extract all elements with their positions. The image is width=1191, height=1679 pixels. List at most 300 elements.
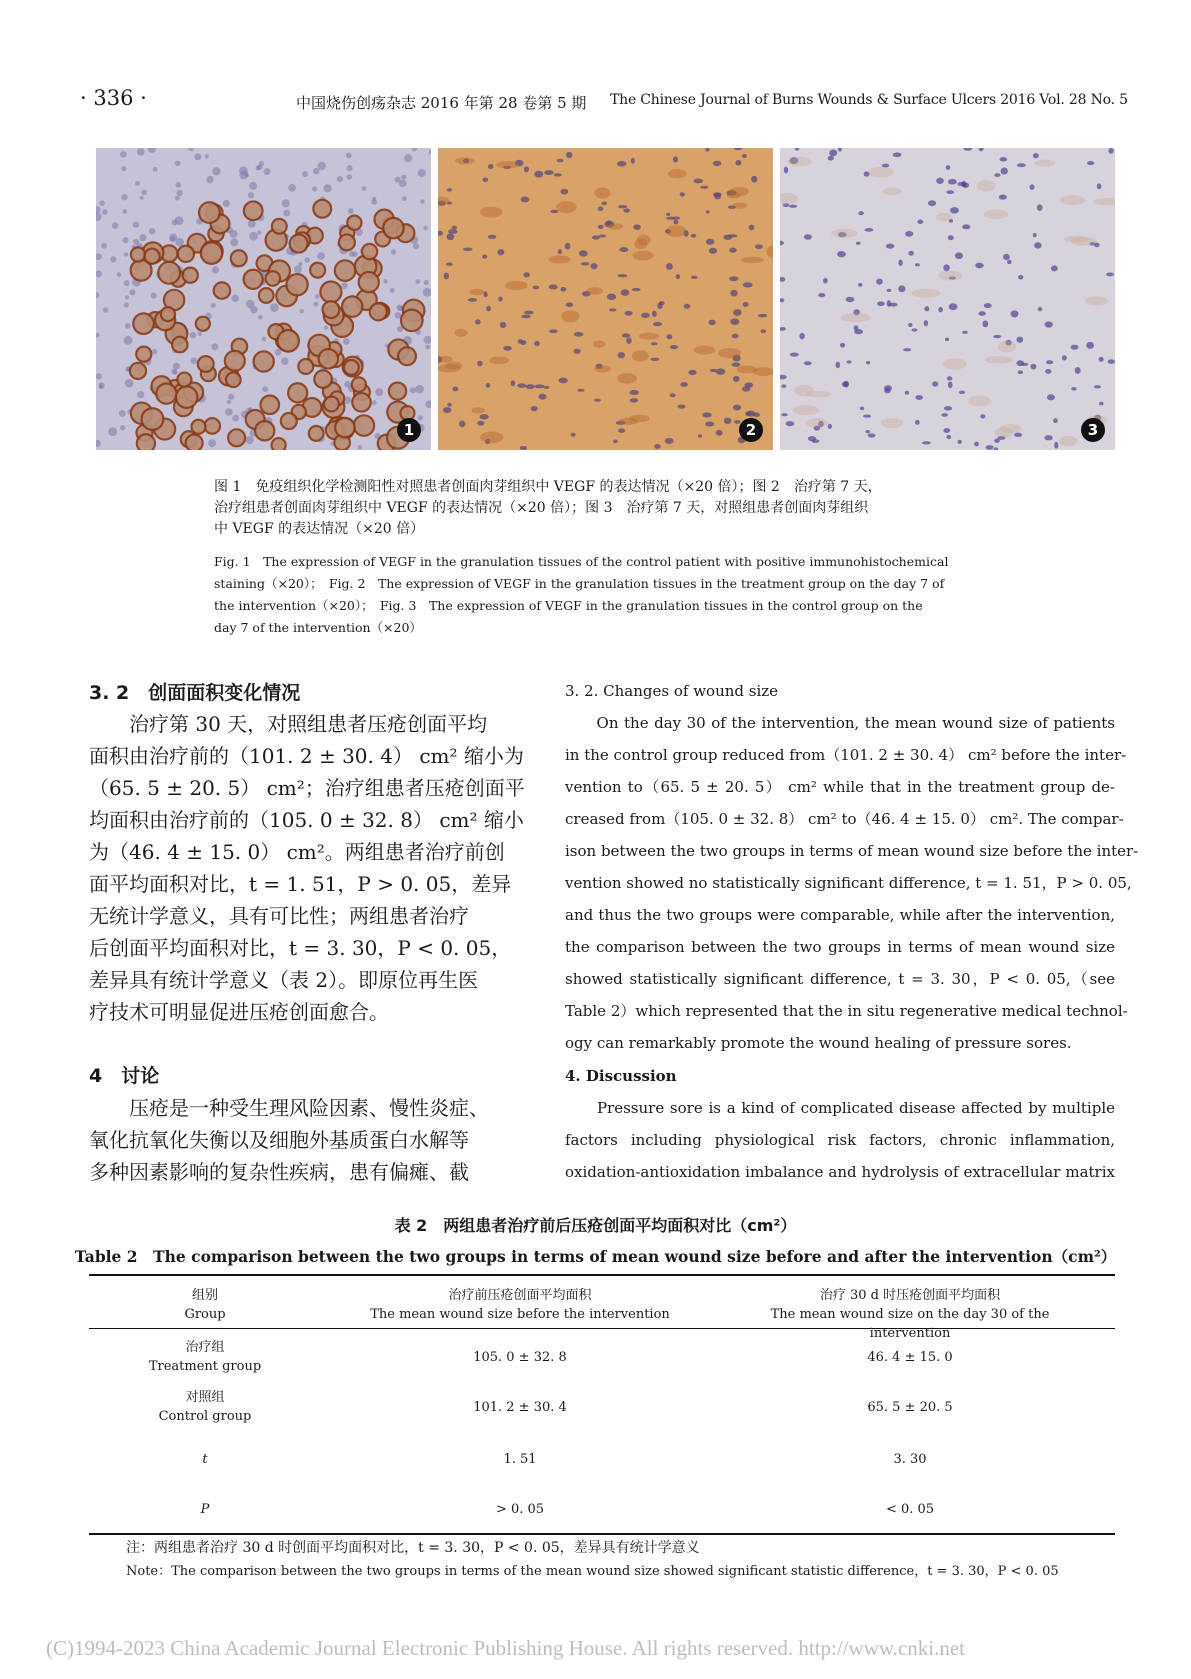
micrograph-texture: [496, 161, 519, 168]
micrograph-texture: [550, 210, 558, 214]
micrograph-texture: [205, 154, 209, 158]
micrograph-texture: [672, 217, 681, 220]
micrograph-texture: [1033, 233, 1037, 237]
micrograph-texture: [199, 202, 220, 223]
micrograph-texture: [488, 164, 493, 169]
micrograph-texture: [993, 447, 998, 450]
micrograph-texture: [257, 230, 261, 234]
table-header-before: [370, 1286, 670, 1324]
micrograph-texture: [188, 148, 194, 151]
micrograph-texture: [300, 309, 304, 313]
micrograph-texture: [729, 276, 738, 281]
micrograph-texture: [854, 325, 859, 330]
micrograph-texture: [349, 251, 354, 256]
micrograph-texture: [618, 428, 625, 433]
micrograph-texture: [399, 180, 407, 188]
micrograph-texture: [948, 382, 953, 389]
micrograph-texture: [342, 296, 362, 316]
micrograph-texture: [290, 235, 308, 253]
micrograph-texture: [975, 263, 984, 269]
micrograph-texture: [486, 306, 491, 312]
micrograph-texture: [654, 444, 660, 449]
micrograph-texture: [723, 235, 732, 240]
micrograph-texture: [1017, 163, 1026, 167]
micrograph-texture: [477, 361, 482, 367]
micrograph-texture: [1003, 254, 1010, 260]
micrograph-texture: [423, 288, 431, 297]
micrograph-texture: [359, 272, 379, 292]
micrograph-texture: [362, 244, 377, 259]
micrograph-texture: [882, 164, 889, 168]
micrograph-texture: [650, 358, 659, 361]
table-header-cn: 治疗 30 d 时压疮创面平均面积: [819, 1288, 1001, 1303]
micrograph-texture: [231, 250, 247, 266]
micrograph-texture: [666, 263, 673, 270]
micrograph-texture: [415, 385, 424, 394]
micrograph-texture: [781, 413, 787, 416]
micrograph-texture: [497, 249, 504, 255]
micrograph-texture: [1016, 360, 1024, 366]
micrograph-texture: [298, 262, 302, 266]
micrograph-texture: [444, 273, 450, 280]
figure-2-micrograph: [438, 148, 773, 450]
micrograph-texture: [558, 249, 562, 254]
table-cell-group-cn: 治疗组: [185, 1340, 225, 1355]
micrograph-texture: [534, 171, 543, 178]
micrograph-texture: [463, 248, 473, 252]
micrograph-texture: [304, 257, 309, 262]
micrograph-texture: [1045, 321, 1053, 327]
micrograph-texture: [950, 207, 959, 213]
micrograph-texture: [263, 168, 270, 175]
micrograph-texture: [172, 219, 178, 225]
micrograph-texture: [262, 337, 267, 342]
micrograph-texture: [505, 281, 527, 290]
micrograph-texture: [500, 322, 507, 328]
micrograph-texture: [976, 180, 995, 192]
micrograph-texture: [471, 407, 485, 413]
micrograph-texture: [1038, 307, 1043, 311]
micrograph-texture: [780, 277, 785, 282]
micrograph-texture: [313, 200, 331, 218]
micrograph-texture: [842, 381, 849, 387]
micrograph-texture: [579, 250, 588, 256]
micrograph-texture: [698, 434, 702, 437]
body-text-cn-line: 多种因素影响的复杂性疾病，患有偏瘫、截: [89, 1160, 469, 1184]
micrograph-texture: [524, 311, 534, 315]
micrograph-texture: [420, 199, 425, 204]
micrograph-texture: [694, 345, 715, 354]
micrograph-texture: [133, 313, 154, 334]
micrograph-texture: [372, 400, 377, 405]
micrograph-texture: [211, 343, 218, 350]
micrograph-texture: [544, 386, 550, 389]
micrograph-texture: [140, 196, 144, 200]
micrograph-texture: [96, 253, 102, 260]
micrograph-texture: [652, 311, 657, 317]
micrograph-texture: [781, 384, 786, 387]
micrograph-texture: [691, 276, 698, 279]
micrograph-texture: [178, 246, 194, 262]
micrograph-texture: [706, 210, 710, 213]
micrograph-texture: [120, 151, 127, 158]
micrograph-texture: [1037, 204, 1043, 211]
micrograph-texture: [713, 161, 721, 166]
micrograph-texture: [766, 246, 773, 258]
micrograph-texture: [946, 190, 954, 194]
micrograph-texture: [475, 319, 481, 324]
micrograph-texture: [383, 218, 403, 238]
micrograph-texture: [231, 295, 239, 303]
micrograph-texture: [517, 383, 526, 388]
micrograph-texture: [103, 307, 108, 312]
micrograph-texture: [618, 274, 628, 277]
micrograph-texture: [121, 194, 127, 200]
micrograph-texture: [905, 231, 913, 237]
micrograph-texture: [186, 434, 203, 450]
micrograph-texture: [249, 182, 257, 190]
micrograph-texture: [837, 251, 846, 257]
micrograph-texture: [908, 323, 913, 327]
micrograph-texture: [740, 257, 764, 263]
micrograph-texture: [734, 148, 742, 150]
micrograph-texture: [709, 248, 717, 254]
table-cell-after: 46. 4 ± 15. 0: [867, 1350, 953, 1365]
micrograph-texture: [978, 311, 985, 316]
micrograph-texture: [148, 148, 156, 153]
micrograph-texture: [733, 405, 741, 411]
micrograph-texture: [370, 303, 387, 320]
micrograph-texture: [324, 397, 339, 412]
micrograph-texture: [985, 356, 1013, 364]
micrograph-texture: [1029, 184, 1034, 189]
micrograph-texture: [175, 196, 180, 201]
micrograph-texture: [288, 383, 307, 402]
micrograph-texture: [941, 413, 948, 417]
micrograph-texture: [228, 429, 245, 446]
micrograph-texture: [632, 288, 641, 291]
micrograph-texture: [804, 361, 812, 365]
micrograph-texture: [881, 418, 903, 428]
micrograph-texture: [1035, 160, 1056, 167]
micrograph-texture: [732, 203, 747, 209]
micrograph-texture: [266, 271, 281, 286]
micrograph-texture: [323, 184, 331, 192]
micrograph-texture: [133, 221, 139, 227]
micrograph-texture: [962, 224, 970, 229]
micrograph-texture: [917, 220, 923, 224]
micrograph-texture: [716, 430, 723, 436]
micrograph-texture: [693, 179, 703, 184]
micrograph-texture: [780, 241, 784, 245]
micrograph-texture: [223, 200, 230, 207]
micrograph-texture: [452, 226, 458, 230]
micrograph-texture: [629, 390, 639, 395]
micrograph-texture: [262, 386, 268, 392]
micrograph-texture: [641, 313, 650, 318]
micrograph-texture: [938, 271, 962, 281]
micrograph-texture: [96, 271, 102, 278]
micrograph-texture: [922, 441, 931, 444]
micrograph-texture: [691, 234, 696, 238]
micrograph-texture: [566, 152, 573, 158]
micrograph-texture: [137, 434, 155, 450]
micrograph-texture: [670, 393, 676, 397]
micrograph-texture: [626, 337, 632, 343]
micrograph-texture: [565, 243, 571, 250]
micrograph-texture: [498, 297, 503, 302]
micrograph-texture: [594, 188, 610, 199]
micrograph-texture: [352, 393, 370, 411]
micrograph-texture: [1108, 148, 1113, 154]
micrograph-texture: [657, 302, 662, 309]
micrograph-texture: [887, 289, 892, 292]
table-cell-before: 105. 0 ± 32. 8: [473, 1350, 567, 1365]
micrograph-texture: [459, 421, 465, 428]
micrograph-texture: [281, 357, 288, 364]
micrograph-texture: [688, 370, 696, 375]
body-text-en-line: the comparison between the two groups in terms of mean wound size: [565, 938, 1115, 956]
micrograph-texture: [96, 373, 102, 379]
micrograph-texture: [730, 318, 739, 325]
micrograph-texture: [152, 349, 157, 354]
micrograph-texture: [469, 289, 484, 295]
table-cell-group-en: Treatment group: [148, 1359, 262, 1374]
micrograph-texture: [153, 167, 158, 172]
micrograph-texture: [944, 406, 952, 410]
body-text-en-line: vention showed no statistically significant difference, t = 1. 51，P > 0. 05,: [565, 874, 1132, 892]
micrograph-texture: [1097, 183, 1102, 189]
micrograph-texture: [1044, 435, 1052, 440]
micrograph-texture: [1046, 360, 1053, 364]
micrograph-texture: [272, 438, 286, 450]
micrograph-texture: [156, 383, 176, 403]
micrograph-texture: [1051, 265, 1058, 271]
micrograph-texture: [344, 360, 359, 375]
micrograph-texture: [632, 350, 649, 361]
micrograph-texture: [133, 239, 139, 245]
micrograph-texture: [175, 238, 184, 247]
micrograph-texture: [999, 194, 1007, 199]
micrograph-texture: [790, 352, 799, 356]
figure-caption-cn-line: 治疗组患者创面肉芽组织中 VEGF 的表达情况（×20 倍）；图 3 治疗第 7 天，对照组患者创面肉芽组织: [214, 500, 869, 516]
micrograph-texture: [868, 167, 894, 178]
micrograph-texture: [488, 235, 497, 239]
micrograph-texture: [680, 382, 688, 387]
micrograph-texture: [1093, 198, 1115, 206]
micrograph-texture: [343, 338, 350, 345]
micrograph-texture: [248, 220, 256, 228]
micrograph-texture: [549, 285, 558, 290]
figure-3-micrograph: [780, 148, 1115, 450]
micrograph-texture: [884, 385, 892, 391]
micrograph-texture: [631, 158, 635, 164]
micrograph-texture: [673, 156, 678, 162]
micrograph-texture: [398, 347, 416, 365]
running-header-cn: 中国烧伤创疡杂志 2016 年第 28 卷第 5 期: [296, 94, 587, 112]
micrograph-texture: [539, 394, 547, 400]
micrograph-texture: [732, 334, 739, 338]
micrograph-texture: [129, 289, 135, 295]
body-text-en-line: and thus the two groups were comparable, while after the intervention,: [565, 906, 1115, 924]
body-text-cn-line: 面积由治疗前的（101. 2 ± 30. 4） cm² 缩小为: [89, 744, 524, 768]
micrograph-texture: [963, 148, 972, 151]
micrograph-texture: [96, 212, 102, 221]
micrograph-texture: [401, 310, 423, 332]
micrograph-texture: [226, 372, 241, 387]
micrograph-texture: [511, 380, 516, 386]
micrograph-texture: [277, 330, 298, 351]
figure-3-image: [780, 148, 1115, 450]
micrograph-texture: [858, 283, 862, 287]
micrograph-texture: [812, 439, 820, 443]
micrograph-texture: [586, 287, 603, 295]
micrograph-texture: [749, 225, 755, 231]
body-text-en-line: oxidation-antioxidation imbalance and hydrolysis of extracellular matrix: [565, 1163, 1115, 1181]
micrograph-texture: [789, 205, 797, 208]
micrograph-texture: [124, 280, 130, 286]
micrograph-texture: [619, 247, 628, 252]
micrograph-texture: [131, 247, 145, 261]
micrograph-texture: [310, 263, 325, 278]
body-text-cn-line: 均面积由治疗前的（105. 0 ± 32. 8） cm² 缩小: [89, 808, 524, 832]
micrograph-texture: [533, 286, 540, 290]
micrograph-texture: [525, 384, 534, 389]
micrograph-texture: [302, 171, 308, 177]
table-cell-after: < 0. 05: [885, 1502, 935, 1517]
table-cell-group-en: Control group: [158, 1409, 252, 1424]
micrograph-texture: [194, 153, 201, 160]
micrograph-texture: [805, 418, 827, 427]
micrograph-texture: [705, 422, 714, 427]
micrograph-texture: [947, 376, 952, 380]
micrograph-texture: [455, 329, 468, 337]
micrograph-texture: [410, 387, 416, 393]
micrograph-texture: [617, 373, 637, 384]
micrograph-texture: [452, 387, 458, 392]
micrograph-texture: [423, 226, 427, 230]
micrograph-texture: [259, 288, 274, 303]
micrograph-texture: [556, 201, 577, 213]
micrograph-texture: [780, 298, 784, 302]
body-text-cn-line: 氧化抗氧化失衡以及细胞外基质蛋白水解等: [89, 1128, 469, 1152]
table-cell-before: 101. 2 ± 30. 4: [473, 1400, 567, 1415]
micrograph-texture: [898, 259, 902, 266]
micrograph-texture: [598, 206, 604, 211]
micrograph-texture: [915, 263, 920, 266]
micrograph-texture: [96, 440, 101, 447]
micrograph-texture: [898, 285, 905, 292]
micrograph-texture: [742, 386, 750, 391]
micrograph-texture: [618, 352, 625, 358]
micrograph-texture: [1075, 367, 1081, 374]
micrograph-texture: [173, 363, 180, 370]
micrograph-texture: [520, 446, 527, 450]
micrograph-texture: [455, 157, 475, 164]
micrograph-texture: [574, 332, 584, 337]
micrograph-texture: [244, 201, 263, 220]
micrograph-texture: [598, 234, 605, 237]
micrograph-texture: [482, 177, 488, 182]
micrograph-texture: [521, 315, 531, 319]
micrograph-texture: [667, 334, 673, 339]
micrograph-texture: [959, 391, 965, 394]
micrograph-texture: [122, 237, 128, 243]
micrograph-texture: [319, 349, 338, 368]
micrograph-texture: [594, 399, 601, 402]
micrograph-texture: [198, 332, 202, 336]
micrograph-texture: [391, 249, 396, 254]
micrograph-texture: [684, 304, 691, 309]
micrograph-texture: [250, 306, 257, 313]
micrograph-texture: [743, 302, 749, 307]
micrograph-texture: [718, 348, 741, 358]
micrograph-texture: [948, 179, 957, 185]
table-cell-group-cn: 对照组: [185, 1390, 225, 1405]
micrograph-texture: [281, 413, 297, 429]
table-header-after: [730, 1286, 1090, 1343]
micrograph-texture: [1018, 275, 1023, 280]
micrograph-texture: [183, 268, 198, 283]
table-cell-after: 65. 5 ± 20. 5: [867, 1400, 953, 1415]
micrograph-texture: [255, 166, 260, 171]
micrograph-texture: [524, 166, 529, 172]
body-text-en-line: showed statistically significant difference, t = 3. 30，P < 0. 05,（see: [565, 970, 1115, 988]
micrograph-texture: [893, 152, 902, 157]
micrograph-texture: [177, 373, 191, 387]
micrograph-texture: [571, 433, 576, 437]
micrograph-texture: [905, 391, 909, 395]
micrograph-texture: [339, 234, 355, 250]
table-top-rule: [89, 1274, 1115, 1276]
micrograph-texture: [823, 278, 828, 284]
body-text-cn-line: 无统计学意义，具有可比性；两组患者治疗: [89, 904, 469, 928]
micrograph-texture: [998, 341, 1016, 352]
micrograph-texture: [1108, 359, 1115, 363]
micrograph-texture: [651, 342, 658, 345]
micrograph-texture: [915, 395, 922, 400]
micrograph-texture: [799, 333, 804, 339]
micrograph-texture: [443, 407, 452, 413]
figure-3-label: 3: [1081, 418, 1105, 442]
micrograph-texture: [558, 377, 567, 383]
micrograph-texture: [294, 265, 302, 273]
body-text-cn-line: 为（46. 4 ± 15. 0） cm²。两组患者治疗前创: [89, 840, 505, 864]
micrograph-texture: [108, 427, 117, 436]
micrograph-texture: [982, 321, 988, 328]
figure-caption-en-line: Fig. 1 The expression of VEGF in the granulation tissues of the control patient with positive immunohistochemical: [214, 554, 949, 569]
table-note-cn: 注：两组患者治疗 30 d 时创面平均面积对比，t = 3. 30，P < 0. 05，差异具有统计学意义: [126, 1540, 700, 1556]
micrograph-texture: [142, 408, 164, 430]
micrograph-texture: [705, 148, 709, 152]
micrograph-texture: [357, 445, 362, 450]
micrograph-texture: [877, 301, 885, 306]
micrograph-texture: [286, 274, 307, 295]
micrograph-texture: [119, 410, 126, 417]
micrograph-texture: [678, 405, 686, 409]
micrograph-texture: [838, 148, 842, 152]
micrograph-texture: [700, 186, 708, 189]
micrograph-texture: [261, 395, 280, 414]
section-heading-en: 3. 2. Changes of wound size: [565, 682, 779, 700]
micrograph-texture: [908, 251, 914, 256]
micrograph-texture: [1030, 364, 1036, 370]
micrograph-texture: [590, 263, 597, 269]
micrograph-texture: [733, 376, 740, 382]
micrograph-texture: [1001, 168, 1008, 175]
micrograph-texture: [860, 407, 864, 411]
micrograph-texture: [625, 311, 633, 316]
